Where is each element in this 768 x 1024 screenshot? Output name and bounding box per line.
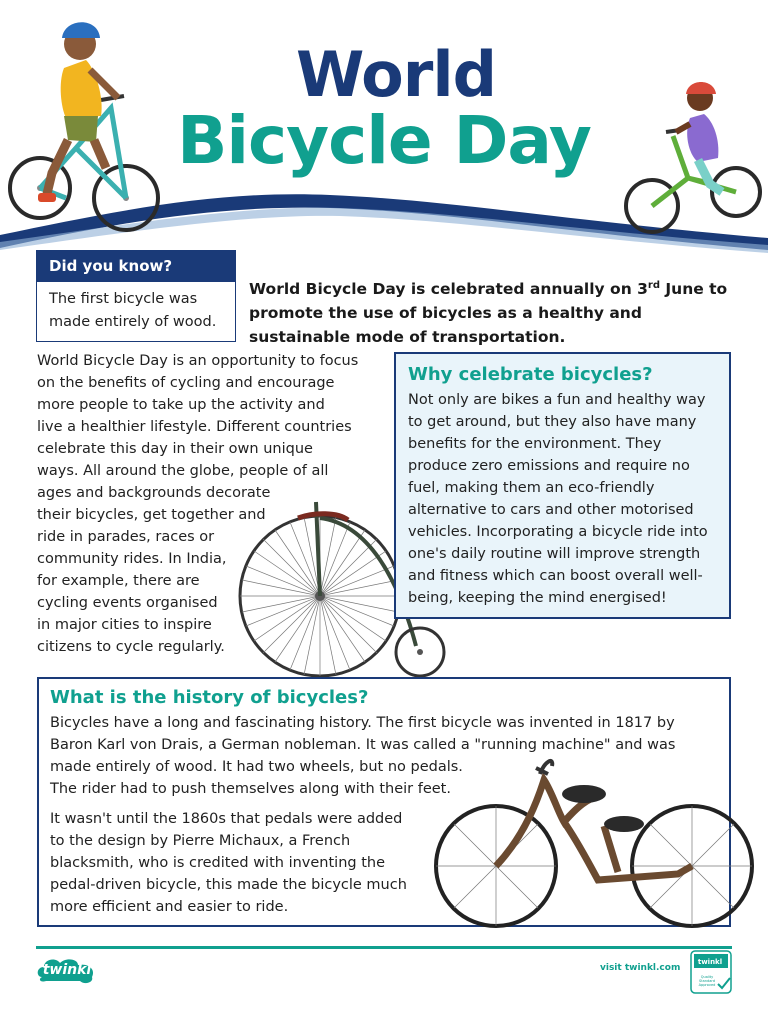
paragraph-line: on the benefits of cycling and encourage [37,375,335,391]
paragraph-line: ages and backgrounds decorate [37,485,271,501]
twinkl-logo-text: twinkl [42,962,92,978]
paragraph-line: their bicycles, get together and [37,507,266,523]
boy-on-bicycle-illustration [6,8,166,240]
paragraph-line: Baron Karl von Drais, a German nobleman. It was called a "running machine" and was [50,737,676,753]
girl-on-bicycle-illustration [618,74,768,240]
paragraph-line: celebrate this day in their own unique [37,441,313,457]
paragraph-line: pedal-driven bicycle, this made the bicycle much [50,877,407,893]
paragraph-line: ways. All around the globe, people of all [37,463,329,479]
page-title-line2: Bicycle Day [177,102,591,179]
paragraph-line: more people to take up the activity and [37,397,325,413]
paragraph-line: ride in parades, races or [37,529,215,545]
did-you-know-heading: Did you know? [37,251,235,282]
paragraph-line: citizens to cycle regularly. [37,639,225,655]
intro-text-before: World Bicycle Day is celebrated annually on 3 [249,280,648,299]
paragraph-line: The rider had to push themselves along with their feet. [50,781,451,797]
paragraph-line: more efficient and easier to ride. [50,899,289,915]
footer-divider [36,946,732,949]
why-celebrate-text: Not only are bikes a fun and healthy way to get around, but they also have many benefits for the environment. They produce zero emissions and require no fuel, making them an eco-friendly alternative to cars and other motorised vehicles. Incorporating a bicycle ride into one's daily routine will improve strength and fitness which can boost overall well-being, keeping the mind energised! [408,392,708,606]
paragraph-line: in major cities to inspire [37,617,212,633]
paragraph-line: Bicycles have a long and fascinating history. The first bicycle was invented in 1817 by [50,715,675,731]
vintage-bicycle-illustration [428,752,760,932]
history-heading: What is the history of bicycles? [50,687,369,708]
paragraph-line: community rides. In India, [37,551,227,567]
paragraph-line: to the design by Pierre Michaux, a French [50,833,351,849]
did-you-know-box [36,250,236,342]
why-celebrate-box [394,352,731,619]
quality-badge-icon [690,950,734,994]
paragraph-line: blacksmith, who is credited with inventing the [50,855,385,871]
visit-link[interactable]: visit twinkl.com [600,963,681,973]
paragraph-line: World Bicycle Day is an opportunity to focus [37,353,359,369]
paragraph-line: It wasn't until the 1860s that pedals were added [50,811,403,827]
did-you-know-text: The first bicycle was made entirely of wood. [49,291,217,330]
page-title-line1: World [296,38,496,111]
intro-text-after: June to promote the use of bicycles as a healthy and sustainable mode of transportation. [249,280,728,347]
intro-superscript: rd [647,280,660,291]
badge-brand: twinkl [697,958,723,966]
paragraph-line: cycling events organised [37,595,218,611]
why-celebrate-heading: Why celebrate bicycles? [408,364,653,385]
paragraph-line: made entirely of wood. It had two wheels, but no pedals. [50,759,463,775]
paragraph-line: for example, there are [37,573,200,589]
paragraph-line: live a healthier lifestyle. Different countries [37,419,352,435]
badge-caption: Quality Standard Approved [698,975,716,987]
intro-statement [249,274,739,349]
